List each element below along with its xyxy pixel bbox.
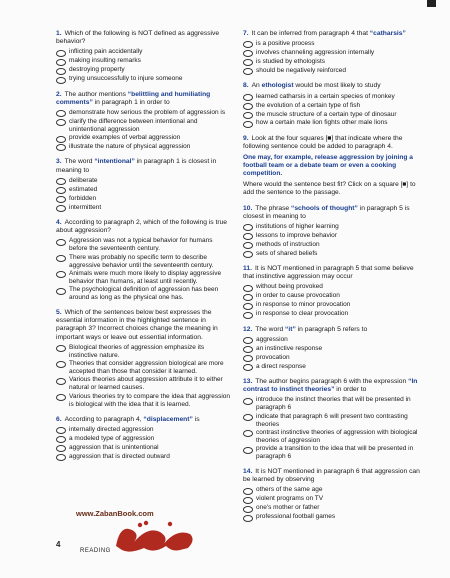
question-stem: Look at the four squares [■] that indicate where the following sentence could be added to paragraph 4. (243, 134, 403, 150)
question-key-term: “displacement” (143, 415, 193, 423)
answer-option-label: introduce the instinct theories that will be presented in paragraph 6 (256, 396, 411, 412)
right-question-column (243, 30, 423, 529)
question-text (243, 468, 423, 484)
question-stem-end: in paragraph 1 is closest in meaning to (56, 158, 217, 174)
section-label: READING (80, 548, 111, 554)
corner-tab-mark (427, 0, 436, 7)
question-stem: It is NOT mentioned in paragraph 5 that some believe that instinctive aggression may occur (243, 265, 414, 281)
insert-sentence: One may, for example, release aggression by joining a football team or a debate team or even a cooking competition. (243, 154, 413, 178)
answer-options (243, 223, 423, 258)
question-text (243, 82, 423, 90)
answer-option[interactable] (56, 453, 232, 461)
answer-option[interactable] (243, 223, 423, 231)
question-block (243, 265, 423, 319)
answer-option-label: provocation (256, 353, 290, 361)
question-text (243, 265, 423, 281)
question-key-term: “belittling and humiliating comments” (56, 90, 211, 106)
answer-option[interactable] (243, 495, 423, 503)
radio-button[interactable] (243, 59, 253, 66)
answer-option-label: one's mother or father (256, 504, 320, 512)
question-block (243, 326, 423, 371)
answer-option[interactable] (56, 134, 232, 142)
radio-button[interactable] (243, 242, 253, 249)
question-text (56, 91, 232, 107)
question-stem-end: in paragraph 5 refers to (295, 325, 368, 333)
answer-option-label: Aggression was not a typical behavior for humans before the seventeenth century. (69, 237, 213, 253)
answer-option-label: involves channeling aggression internally (256, 49, 375, 57)
answer-option-label: destroying property (69, 66, 125, 74)
answer-option[interactable] (56, 118, 232, 134)
answer-option-label: provide examples of verbal aggression (69, 134, 181, 142)
radio-button[interactable] (56, 77, 66, 84)
radio-button[interactable] (243, 112, 253, 119)
answer-option[interactable] (243, 336, 423, 344)
answer-option[interactable] (243, 413, 423, 429)
page-number: 4 (56, 540, 61, 549)
question-stem: Which of the sentences below best expresses the essential information in the highlighted sentence in paragraph 3? (56, 309, 212, 333)
answer-options (243, 396, 423, 461)
answer-option[interactable] (243, 396, 423, 412)
answer-options (56, 177, 232, 212)
radio-button[interactable] (56, 378, 66, 385)
question-number: 6. (56, 415, 62, 423)
answer-option-label: professional football games (256, 513, 336, 521)
question-key-term: “In contrast to instinct theories” (243, 378, 418, 394)
answer-option[interactable] (243, 429, 423, 445)
radio-button[interactable] (56, 255, 66, 262)
question-text (243, 378, 423, 394)
answer-option[interactable] (56, 143, 232, 151)
answer-option[interactable] (243, 301, 423, 309)
answer-option-label: demonstrate how serious the problem of aggression is (69, 108, 226, 116)
question-text (56, 219, 232, 235)
answer-option-label: aggression that is directed outward (69, 452, 170, 460)
answer-option[interactable] (56, 254, 232, 270)
answer-option-label: Animals were much more likely to display aggressive behavior than humans, at least until recently. (69, 270, 222, 285)
question-block (56, 30, 232, 84)
watermark-logo (110, 516, 200, 556)
radio-button[interactable] (56, 196, 66, 203)
question-stem: The author begins paragraph 6 with the expression (255, 378, 409, 386)
answer-option[interactable] (243, 250, 423, 258)
answer-option-label: Various theories try to compare the idea that aggression is biological with the idea that it is learned. (69, 392, 231, 408)
answer-options (56, 426, 232, 461)
question-block (243, 135, 423, 198)
answer-option-label: The psychological definition of aggression has been around as long as the physical one has. (69, 286, 219, 302)
question-text (243, 135, 423, 151)
radio-button[interactable] (243, 364, 253, 371)
question-number: 2. (56, 90, 62, 98)
radio-button[interactable] (243, 233, 253, 240)
answer-option[interactable] (243, 58, 423, 66)
question-block (56, 91, 232, 152)
answer-option-label: Various theories about aggression attribute it to either natural or learned causes. (69, 376, 223, 392)
answer-option[interactable] (56, 48, 232, 56)
answer-option-label: a direct response (256, 362, 306, 370)
answer-options (243, 40, 423, 75)
radio-button[interactable] (243, 303, 253, 310)
radio-button[interactable] (56, 445, 66, 452)
question-number: 11. (243, 265, 252, 273)
question-number: 5. (56, 309, 62, 317)
answer-option-label: clarify the difference between intentional and unintentional aggression (69, 117, 198, 133)
answer-option-label: indicate that paragraph 6 will present two contrasting theories (256, 412, 408, 428)
answer-option[interactable] (56, 186, 232, 194)
answer-option[interactable] (56, 435, 232, 443)
question-stem: The author mentions (64, 90, 128, 98)
question-block (243, 378, 423, 461)
answer-options (56, 48, 232, 83)
answer-options (243, 486, 423, 521)
question-block (56, 158, 232, 212)
question-key-term: “schools of thought” (290, 204, 358, 212)
radio-button[interactable] (243, 68, 253, 75)
question-stem-end: Incorrect choices change the meaning in important ways or leave out essential information. (56, 325, 218, 341)
answer-option-label: sets of shared beliefs (256, 249, 318, 257)
radio-button[interactable] (56, 345, 66, 352)
answer-option[interactable] (243, 119, 423, 127)
question-stem: According to paragraph 2, which of the following is true about aggression? (56, 219, 228, 235)
answer-option-label: intermittent (69, 203, 102, 211)
radio-button[interactable] (56, 436, 66, 443)
answer-options (243, 93, 423, 128)
answer-option[interactable] (56, 204, 232, 212)
question-block (243, 468, 423, 522)
answer-option-label: aggression that is unintentional (69, 443, 159, 451)
question-stem: It can be inferred from paragraph 4 that (251, 30, 370, 37)
question-stem: Which of the following is NOT defined as aggressive behavior? (56, 30, 220, 46)
answer-option[interactable] (243, 354, 423, 362)
answer-option-label: estimated (69, 185, 98, 193)
question-block (243, 82, 423, 127)
radio-button[interactable] (243, 50, 253, 57)
radio-button[interactable] (56, 427, 66, 434)
question-stem-end: in order to (334, 386, 367, 394)
radio-button[interactable] (243, 515, 253, 522)
question-text (243, 30, 423, 38)
answer-option-label: a modeled type of aggression (69, 434, 155, 442)
answer-option-label: the muscle structure of a certain type of dinosaur (256, 110, 397, 118)
answer-option[interactable] (243, 363, 423, 371)
radio-button[interactable] (56, 144, 66, 151)
answer-options (56, 344, 232, 409)
answer-option[interactable] (56, 177, 232, 185)
radio-button[interactable] (56, 110, 66, 117)
question-number: 4. (56, 219, 62, 227)
answer-options (243, 336, 423, 371)
question-text (56, 416, 232, 424)
radio-button[interactable] (56, 59, 66, 66)
answer-option[interactable] (243, 232, 423, 240)
answer-option-label: inflicting pain accidentally (69, 48, 143, 56)
question-key-term: ethologist (261, 82, 294, 90)
radio-button[interactable] (243, 294, 253, 301)
answer-option-label: There was probably no specific term to describe aggressive behavior until the seventeenth century. (69, 253, 214, 269)
answer-option[interactable] (56, 376, 232, 392)
answer-option-label: trying unsuccessfully to injure someone (69, 75, 183, 83)
answer-option-label: deliberate (69, 176, 98, 184)
question-stem: The phrase (255, 204, 291, 212)
answer-option[interactable] (243, 310, 423, 318)
radio-button[interactable] (243, 41, 253, 48)
radio-button[interactable] (56, 394, 66, 401)
answer-option[interactable] (243, 513, 423, 521)
radio-button[interactable] (243, 430, 253, 437)
answer-option-label: in order to cause provocation (256, 292, 340, 300)
answer-option-label: methods of instruction (256, 240, 320, 248)
question-stem: The word (255, 325, 286, 333)
question-number: 7. (243, 30, 249, 37)
answer-option[interactable] (56, 286, 232, 302)
answer-option-label: how a certain male lion fights other male lions (256, 119, 388, 127)
answer-option-label: institutions of higher learning (256, 222, 339, 230)
answer-option-label: contrast instinctive theories of aggression with biological theories of aggression (256, 429, 418, 444)
answer-option[interactable] (243, 345, 423, 353)
answer-option[interactable] (56, 393, 232, 409)
question-stem-end: in paragraph 1 in order to (92, 98, 170, 106)
answer-option-label: provide a transition to the idea that will be presented in paragraph 6 (256, 445, 414, 461)
radio-button[interactable] (243, 251, 253, 258)
radio-button[interactable] (243, 121, 253, 128)
answer-option-label: is a positive process (256, 40, 315, 48)
radio-button[interactable] (243, 337, 253, 344)
radio-button[interactable] (243, 285, 253, 292)
answer-option[interactable] (56, 66, 232, 74)
left-question-column (56, 30, 232, 468)
answer-option-label: Biological theories of aggression emphasize its instinctive nature. (69, 343, 205, 359)
answer-option[interactable] (56, 109, 232, 117)
answer-option[interactable] (56, 57, 232, 65)
question-number: 10. (243, 204, 253, 212)
question-stem: An (251, 82, 262, 90)
radio-button[interactable] (56, 288, 66, 295)
answer-option[interactable] (56, 195, 232, 203)
question-stem-end: is (192, 415, 200, 423)
answer-option-label: learned catharsis in a certain species of monkey (256, 92, 395, 100)
question-number: 12. (243, 325, 253, 333)
answer-option-label: should be negatively reinforced (256, 67, 346, 75)
answer-option[interactable] (243, 111, 423, 119)
answer-options (56, 109, 232, 152)
question-text (56, 309, 232, 341)
answer-option[interactable] (243, 283, 423, 291)
radio-button[interactable] (243, 103, 253, 110)
question-stem-end: would be most likely to study (293, 82, 381, 90)
question-stem-end: in paragraph 5 is closest in meaning to (243, 204, 410, 220)
answer-option[interactable] (243, 49, 423, 57)
answer-option[interactable] (243, 67, 423, 75)
answer-option-label: illustrate the nature of physical aggression (69, 143, 191, 151)
radio-button[interactable] (243, 447, 253, 454)
answer-option-label: violent programs on TV (256, 495, 324, 503)
radio-button[interactable] (56, 50, 66, 57)
answer-option-label: forbidden (69, 194, 97, 202)
question-number: 9. (243, 134, 249, 142)
answer-option-label: Theories that consider aggression biological are more accepted than those that consider it learned. (69, 360, 224, 375)
question-stem: It is NOT mentioned in paragraph 6 that aggression can be learned by observing (243, 468, 420, 484)
answer-options (56, 237, 232, 302)
question-block (243, 30, 423, 75)
answer-option-label: without being provoked (256, 283, 323, 291)
radio-button[interactable] (56, 454, 66, 461)
answer-option-label: internally directed aggression (69, 425, 154, 433)
answer-option[interactable] (56, 270, 232, 286)
question-text (243, 205, 423, 221)
radio-button[interactable] (243, 94, 253, 101)
radio-button[interactable] (56, 271, 66, 278)
radio-button[interactable] (243, 355, 253, 362)
insert-instruction: Where would the sentence best fit? Click on a square [■] to add the sentence to the passage. (243, 181, 416, 197)
answer-option-label: is studied by ethologists (256, 58, 326, 66)
answer-option[interactable] (243, 504, 423, 512)
radio-button[interactable] (56, 205, 66, 212)
answer-option-label: aggression (256, 335, 288, 343)
answer-option-label: the evolution of a certain type of fish (256, 101, 361, 109)
answer-option-label: others of the same age (256, 486, 323, 494)
question-number: 1. (56, 30, 62, 37)
radio-button[interactable] (56, 136, 66, 143)
radio-button[interactable] (56, 187, 66, 194)
radio-button[interactable] (243, 497, 253, 504)
radio-button[interactable] (56, 361, 66, 368)
question-key-term: “catharsis” (369, 30, 406, 37)
answer-options (243, 283, 423, 318)
question-number: 14. (243, 468, 253, 476)
radio-button[interactable] (243, 312, 253, 319)
answer-option[interactable] (56, 75, 232, 83)
watermark-url: www.ZabanBook.com (76, 509, 154, 518)
answer-option[interactable] (56, 360, 232, 376)
answer-option[interactable] (56, 344, 232, 360)
question-block (56, 416, 232, 461)
answer-option[interactable] (243, 40, 423, 48)
radio-button[interactable] (243, 506, 253, 513)
answer-option-label: in response to minor provocation (256, 301, 351, 309)
radio-button[interactable] (243, 346, 253, 353)
question-key-term: “intentional” (94, 158, 135, 166)
question-text (56, 158, 232, 174)
question-text (56, 30, 232, 46)
radio-button[interactable] (243, 398, 253, 405)
radio-button[interactable] (243, 488, 253, 495)
radio-button[interactable] (56, 68, 66, 75)
radio-button[interactable] (56, 178, 66, 185)
question-stem: According to paragraph 4, (64, 415, 144, 423)
answer-option[interactable] (56, 426, 232, 434)
answer-option-label: an instinctive response (256, 344, 323, 352)
answer-option[interactable] (56, 444, 232, 452)
question-block (243, 205, 423, 259)
answer-option[interactable] (243, 292, 423, 300)
question-text (243, 326, 423, 334)
answer-option[interactable] (243, 93, 423, 101)
question-block (56, 219, 232, 302)
radio-button[interactable] (243, 224, 253, 231)
answer-option[interactable] (243, 486, 423, 494)
answer-option[interactable] (243, 102, 423, 110)
radio-button[interactable] (56, 119, 66, 126)
question-block (56, 309, 232, 408)
question-number: 13. (243, 378, 253, 386)
radio-button[interactable] (243, 414, 253, 421)
question-number: 3. (56, 158, 62, 166)
question-number: 8. (243, 82, 249, 90)
answer-option[interactable] (56, 237, 232, 253)
answer-option[interactable] (243, 445, 423, 461)
answer-option-label: in response to clear provocation (256, 310, 349, 318)
answer-option[interactable] (243, 241, 423, 249)
question-stem: The word (64, 158, 95, 166)
radio-button[interactable] (56, 239, 66, 246)
answer-option-label: making insulting remarks (69, 57, 141, 65)
answer-option-label: lessons to improve behavior (256, 231, 337, 239)
question-key-term: “it” (285, 325, 296, 333)
